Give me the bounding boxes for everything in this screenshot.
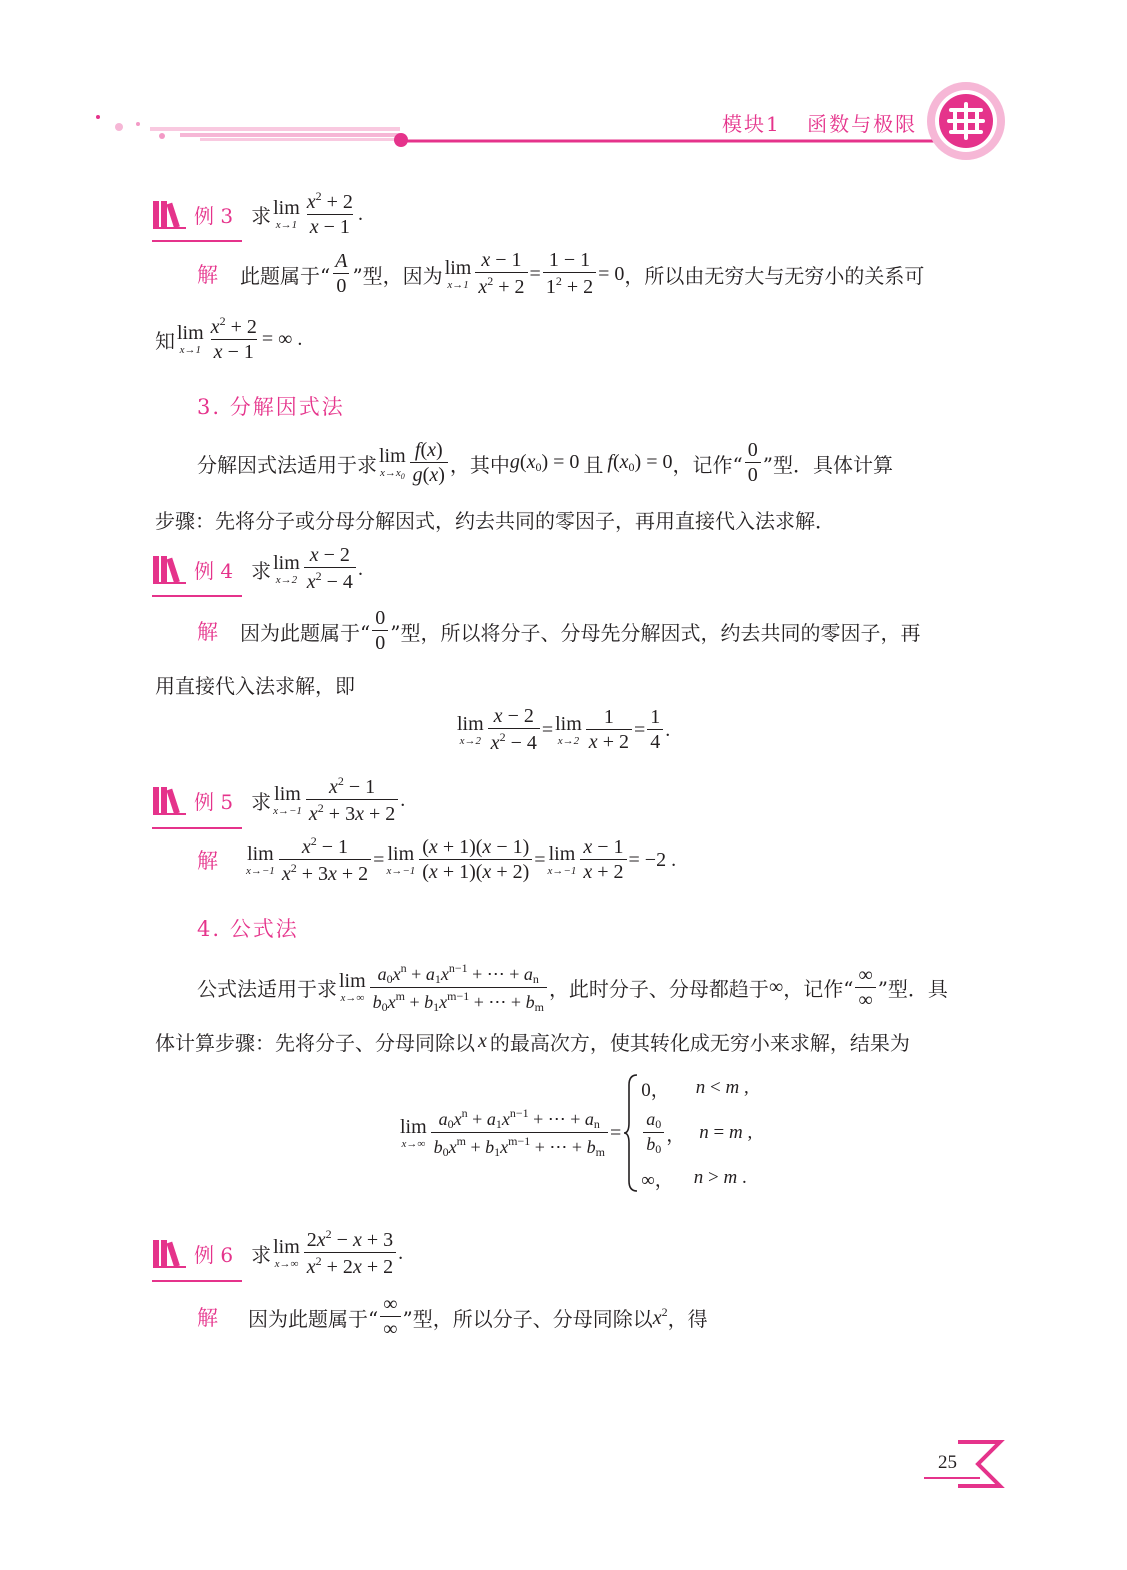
lim-operator: lim x→1: [177, 321, 204, 356]
lim-operator: lim x→−1: [547, 842, 577, 877]
solution-label: 解: [197, 620, 218, 644]
factoring-paragraph-line2: 步骤：先将分子或分母分解因式，约去共同的零因子，再用直接代入法求解．: [155, 509, 835, 533]
paragraph-text: ，此时分子、分母都趋于: [548, 977, 769, 1002]
lim-operator: lim x→1: [444, 256, 472, 291]
solution-text: ，所以由无穷大与无穷小的关系可: [624, 263, 925, 288]
lim-operator: lim x→∞: [273, 1235, 300, 1270]
ex4-solution-line1: [197, 608, 920, 654]
example-label: 例 6: [194, 1242, 234, 1267]
ex6-solution: 解 因为此题属于“ $\frac{\infty}{\infty}$ ”型，所以分子、分母同除以 $x^2$ ，得: [197, 1293, 708, 1340]
fraction: $\frac{\infty}{\infty}$: [855, 965, 875, 1011]
lim-operator: lim x→−1: [386, 842, 416, 877]
solution-text: 因为此题属于“: [248, 1306, 379, 1331]
solution-text: ”型，所以将分子、分母先分解因式，约去共同的零因子，再: [390, 620, 921, 645]
example-label: 例 5: [194, 789, 234, 814]
example-6: [152, 1228, 403, 1278]
section-heading-4: 4. 公式法: [197, 917, 299, 941]
lim-operator: lim x→−1: [273, 782, 302, 817]
solution-text: 此题属于“: [240, 263, 331, 288]
lim-operator: lim x→2: [555, 712, 582, 747]
books-icon: [152, 199, 188, 229]
fraction: $\frac{x - 2}{x^2 - 4}$: [304, 545, 356, 593]
example-label: 例 3: [194, 203, 234, 228]
example-4: [152, 545, 363, 593]
qiu-text: 求: [251, 1242, 272, 1267]
fraction: $\frac{0}{0}$: [745, 440, 761, 486]
ex4-display-equation: lim x→2 $\frac{x - 2}{x^2 - 4}$ = lim x→2 $\frac{1}{x + 2}$ = $\frac{1}{4}$ .: [457, 705, 671, 754]
module-emblem-icon: [925, 80, 1007, 162]
section-heading-3: 3. 分解因式法: [197, 395, 345, 419]
fraction: $\frac{0}{0}$: [372, 608, 388, 654]
fraction: $\frac{1}{x + 2}$: [586, 707, 632, 753]
example-3: [152, 190, 363, 238]
paragraph-text: 的最高次方，使其转化成无穷小来求解，结果为: [489, 1031, 910, 1055]
page-corner-decoration: [920, 1436, 1010, 1496]
example-underline: [152, 595, 242, 597]
ex3-solution-line1: 解 此题属于“ $\frac{A}{0}$ ”型，因为 lim x→1 $\frac{x - 1}{x^2 + 2}$ = $\frac{1 - 1}{1^2 + 2}$ = 0 ，所以由无穷大与无穷小的关系可: [197, 249, 925, 298]
formula-paragraph-line1: 公式法适用于求 lim x→∞ $\frac{a_0x^n + a_1x^{n-1} + \cdots + a_n}{b_0x^m + b_1x^{m-1} + \cdots + b_m}$ ，此时分子、分母都趋于 ∞ ，记作“ $\frac{\infty}{\infty}$ ”型．具: [197, 961, 948, 1014]
ex4-solution-line2: 用直接代入法求解，即: [155, 674, 355, 698]
module-title: 函数与极限: [807, 112, 918, 136]
fraction: $\frac{x^2 - 1}{x^2 + 3x + 2}$: [306, 775, 398, 825]
paragraph-text: ”型．具体计算: [762, 452, 893, 477]
example-5: [152, 775, 405, 825]
solution-text: 因为此题属于“: [240, 620, 371, 645]
solution-label: 解: [197, 1306, 218, 1330]
books-icon: [152, 1238, 188, 1268]
fraction: $\frac{x^2 + 2}{x - 1}$: [210, 314, 257, 363]
period: .: [400, 788, 406, 811]
formula-display-equation: lim x→∞ $\frac{a_0x^n + a_1x^{n-1} + \cdots + a_n}{b_0x^m + b_1x^{m-1} + \cdots + b_m}$ = 0， n < m , $\frac{a_0}{b_0}$ ， n = m , ∞， n > m .: [398, 1073, 752, 1193]
paragraph-text: 且: [583, 452, 604, 477]
fraction: $\frac{x - 1}{x + 2}$: [580, 837, 626, 883]
fraction: $\frac{1}{4}$: [647, 707, 663, 753]
paragraph-text: ，其中: [449, 452, 510, 477]
fraction: $\frac{(x + 1)(x - 1)}{(x + 1)(x + 2)}$: [419, 837, 532, 883]
header-module: [722, 108, 917, 137]
fraction: $\frac{x^2 - 1}{x^2 + 3x + 2}$: [279, 835, 371, 885]
formula-paragraph-line2: 体计算步骤：先将分子、分母同除以 x 的最高次方，使其转化成无穷小来求解，结果为: [155, 1027, 910, 1056]
paragraph-text: 分解因式法适用于求: [197, 452, 377, 477]
example-underline: [152, 240, 242, 242]
fraction: $\frac{A}{0}$: [335, 250, 348, 297]
page-number: 25: [938, 1452, 957, 1473]
solution-text: ”型，因为: [352, 263, 443, 288]
factoring-paragraph-line1: 分解因式法适用于求 lim $x\to x_0$ $\frac{f(x)}{g(x)}$ ，其中 $g(x_0) = 0$ 且 $f(x_0) = 0$ ，记作“ $\frac{0}{0}$ ”型．具体计算: [197, 439, 893, 486]
fraction: $\frac{x - 1}{x^2 + 2}$: [475, 250, 527, 298]
solution-text: ”型，所以分子、分母同除以: [402, 1306, 653, 1331]
paragraph-text: 公式法适用于求: [197, 977, 337, 1002]
paragraph-text: ，记作“: [783, 977, 854, 1002]
lim-operator: lim x→1: [273, 196, 300, 231]
solution-label: 解: [197, 263, 218, 287]
example-underline: [152, 827, 242, 829]
qiu-text: 求: [251, 789, 272, 814]
period: .: [398, 1241, 404, 1264]
lim-operator: lim x→∞: [400, 1115, 427, 1150]
paragraph-text: ”型．具: [877, 977, 948, 1002]
qiu-text: 求: [251, 203, 272, 228]
fraction: $\frac{a_0x^n + a_1x^{n-1} + \cdots + a_n}{b_0x^m + b_1x^{m-1} + \cdots + b_m}$: [431, 1107, 608, 1158]
period: .: [357, 202, 363, 225]
books-icon: [152, 785, 188, 815]
module-number: 模块1: [722, 112, 781, 136]
books-icon: [152, 554, 188, 584]
fraction: $\frac{\infty}{\infty}$: [380, 1294, 400, 1340]
ex3-solution-line2: 知 lim x→1 $\frac{x^2 + 2}{x - 1}$ = ∞ .: [155, 314, 303, 363]
fraction: $\frac{2x^2 - x + 3}{x^2 + 2x + 2}$: [304, 1228, 396, 1278]
fraction: $\frac{x - 2}{x^2 - 4}$: [488, 706, 540, 754]
fraction: $\frac{1 - 1}{1^2 + 2}$: [543, 250, 596, 298]
left-brace: [623, 1073, 639, 1193]
example-label: 例 4: [194, 558, 234, 583]
paragraph-text: ，记作“: [672, 452, 743, 477]
lim-operator: lim $x\to x_0$: [379, 444, 406, 481]
fraction: $\frac{f(x)}{g(x)}$: [410, 440, 448, 486]
lim-operator: lim x→2: [457, 712, 484, 747]
cases: 0， n < m , $\frac{a_0}{b_0}$ ， n = m , ∞， n > m .: [641, 1077, 753, 1191]
solution-text: ，得: [667, 1306, 708, 1331]
fraction: $\frac{a_0x^n + a_1x^{n-1} + \cdots + a_n}{b_0x^m + b_1x^{m-1} + \cdots + b_m}$: [370, 962, 547, 1013]
lim-operator: lim x→∞: [339, 970, 366, 1005]
qiu-text: 求: [251, 558, 272, 583]
paragraph-text: 体计算步骤：先将分子、分母同除以: [155, 1031, 475, 1055]
ex5-solution: 解 lim x→−1 $\frac{x^2 - 1}{x^2 + 3x + 2}$ = lim x→−1 $\frac{(x + 1)(x - 1)}{(x + 1)(x + 2)}$ = lim x→−1 $\frac{x - 1}{x + 2}$ = −2 .: [197, 834, 677, 885]
solution-label: 解: [197, 849, 218, 873]
fraction: $\frac{x^2 + 2}{x - 1}$: [306, 189, 353, 238]
example-underline: [152, 1280, 242, 1282]
lim-operator: lim x→−1: [246, 842, 275, 877]
period: .: [357, 557, 363, 580]
lim-operator: lim x→2: [273, 551, 300, 586]
solution-text: 知: [155, 328, 175, 353]
